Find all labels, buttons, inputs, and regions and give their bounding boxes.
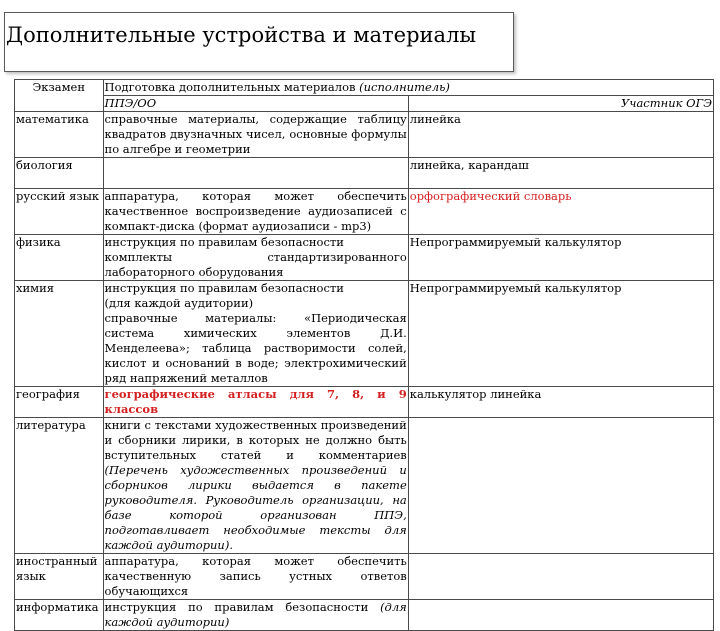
participant-cell: Непрограммируемый калькулятор: [408, 235, 713, 281]
prep-text: справочные материалы, содержащие таблицу квадратов двузначных чисел, основные формулы по алгебре и геометрии: [104, 112, 407, 156]
participant-cell: Непрограммируемый калькулятор: [408, 281, 713, 387]
table-row: [15, 600, 714, 631]
prep-text: инструкция по правилам безопасности: [104, 281, 344, 295]
header-exam: Экзамен: [15, 80, 104, 112]
prep-text: географические атласы для 7, 8, и 9 классов: [104, 387, 407, 416]
prep-text: (для каждой аудитории): [104, 296, 254, 310]
header-participant: Участник ОГЭ: [408, 96, 713, 112]
prep-text: инструкция по правилам безопасности: [104, 235, 344, 249]
exam-cell: информатика: [15, 600, 104, 631]
materials-table: [14, 79, 714, 631]
header-prep: [103, 80, 713, 96]
prep-note: (для каждой аудитории): [104, 600, 407, 629]
prep-cell: [103, 554, 408, 600]
exam-cell: химия: [15, 281, 104, 387]
header-ppe: ППЭ/ОО: [103, 96, 408, 112]
table-subheader-row: [15, 96, 714, 112]
exam-cell: иностранный язык: [15, 554, 104, 600]
prep-cell: [103, 387, 408, 418]
exam-cell: математика: [15, 112, 104, 158]
prep-cell: [103, 235, 408, 281]
prep-cell: [103, 600, 408, 631]
table-row: [15, 235, 714, 281]
header-prep-label: Подготовка дополнительных материалов: [104, 80, 356, 94]
prep-text: инструкция по правилам безопасности: [104, 600, 369, 614]
participant-cell: [408, 418, 713, 554]
prep-text: справочные материалы: «Периодическая система химических элементов Д.И. Менделеева»; таблица растворимости солей, кислот и оснований в воде; электрохимический ряд напряжений металлов: [104, 311, 407, 385]
prep-cell: [103, 112, 408, 158]
exam-cell: литература: [15, 418, 104, 554]
exam-cell: биология: [15, 158, 104, 189]
table-row: [15, 112, 714, 158]
prep-cell: [103, 281, 408, 387]
prep-text: книги с текстами художественных произведений и сборники лирики, в которых не должно быть вступительных статей и комментариев: [104, 418, 407, 462]
participant-cell: [408, 554, 713, 600]
table-row: [15, 387, 714, 418]
table-row: [15, 418, 714, 554]
participant-cell: калькулятор линейка: [408, 387, 713, 418]
participant-cell: орфографический словарь: [408, 189, 713, 235]
exam-cell: физика: [15, 235, 104, 281]
table-row: [15, 554, 714, 600]
header-prep-note: (исполнитель): [359, 80, 450, 94]
table-row: [15, 281, 714, 387]
page-title: Дополнительные устройства и материалы: [6, 23, 477, 47]
table-row: [15, 158, 714, 189]
prep-cell: [103, 189, 408, 235]
prep-text: аппаратура, которая может обеспечить качественную запись устных ответов обучающихся: [104, 554, 407, 598]
table-row: [15, 189, 714, 235]
prep-cell: [103, 418, 408, 554]
participant-cell: линейка, карандаш: [408, 158, 713, 189]
prep-text: аппаратура, которая может обеспечить качественное воспроизведение аудиозаписей с компакт-диска (формат аудиозаписи - mp3): [104, 189, 407, 233]
exam-cell: география: [15, 387, 104, 418]
exam-cell: русский язык: [15, 189, 104, 235]
participant-cell: линейка: [408, 112, 713, 158]
prep-text: комплекты стандартизированного лабораторного оборудования: [104, 250, 407, 279]
table-header-row: [15, 80, 714, 96]
participant-cell: [408, 600, 713, 631]
prep-note: (Перечень художественных произведений и сборников лирики выдается в пакете руководителя. Руководитель организации, на базе которой организован ППЭ, подготавливает необходимые тексты для каждой аудитории).: [104, 463, 407, 552]
prep-cell: [103, 158, 408, 189]
